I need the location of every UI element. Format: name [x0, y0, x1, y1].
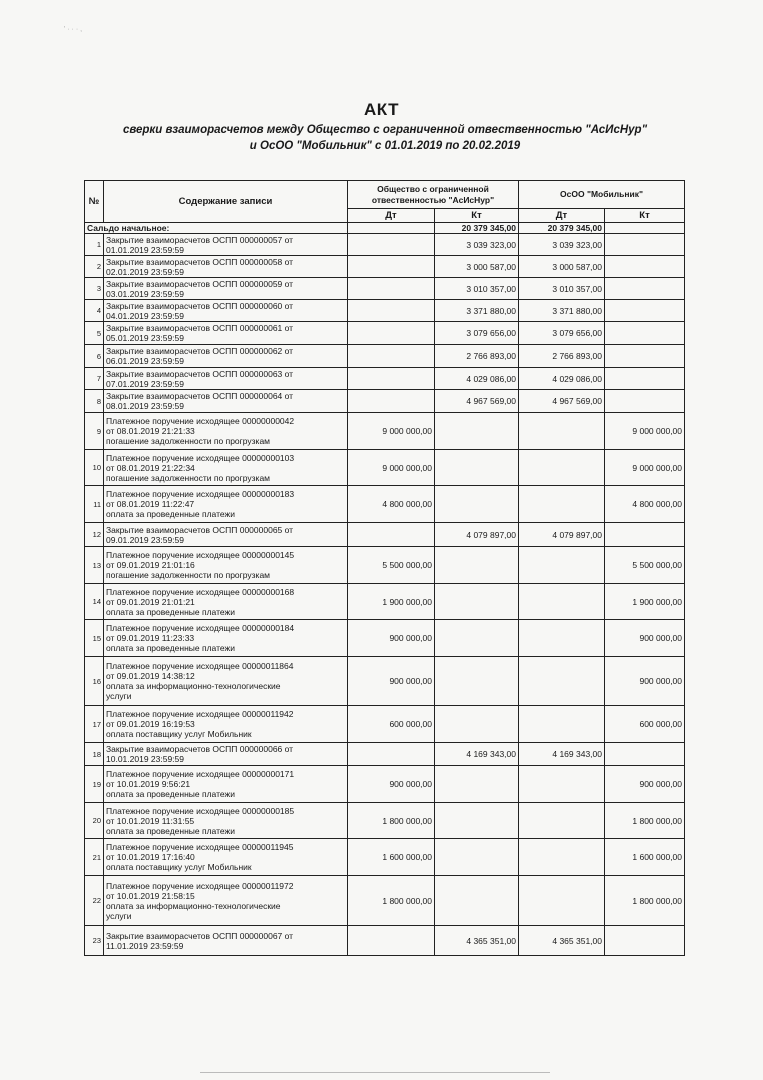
- row-number: 16: [85, 657, 104, 706]
- row-content: [104, 523, 348, 547]
- table-row: [85, 766, 685, 803]
- row-content-line: 05.01.2019 23:59:59: [106, 333, 184, 343]
- row-number: 23: [85, 926, 104, 956]
- row-content-line: 11.01.2019 23:59:59: [106, 940, 184, 951]
- row-party-1-debit: [348, 743, 435, 766]
- table-row: [85, 413, 685, 450]
- row-party-1-debit: 600 000,00: [348, 706, 435, 743]
- row-party-2-credit: [605, 300, 685, 322]
- table-row: [85, 876, 685, 926]
- row-party-1-credit: [435, 486, 519, 523]
- row-party-1-debit: 900 000,00: [348, 620, 435, 657]
- opening-party-1-debit: [348, 223, 435, 234]
- row-content-line: от 09.01.2019 21:01:16: [106, 560, 195, 570]
- row-party-2-credit: 900 000,00: [605, 620, 685, 657]
- row-content: [104, 486, 348, 523]
- table-row: [85, 390, 685, 413]
- row-party-1-credit: 4 967 569,00: [435, 390, 519, 413]
- table-row: [85, 926, 685, 956]
- row-party-1-debit: [348, 926, 435, 956]
- row-content-line: от 09.01.2019 16:19:53: [106, 719, 195, 729]
- row-content: [104, 657, 348, 706]
- row-content-line: оплата за проведенные платежи: [106, 789, 235, 799]
- row-content-line: 10.01.2019 23:59:59: [106, 754, 184, 764]
- row-party-2-credit: [605, 368, 685, 390]
- row-party-1-credit: [435, 413, 519, 450]
- header-party-2-debit: Дт: [519, 209, 605, 223]
- row-party-1-credit: 3 039 323,00: [435, 234, 519, 256]
- row-party-2-credit: 1 900 000,00: [605, 584, 685, 620]
- table-row: [85, 300, 685, 322]
- table-row: [85, 657, 685, 706]
- row-number: 4: [85, 300, 104, 322]
- header-party-1-credit: Кт: [435, 209, 519, 223]
- row-content-line: оплата за проведенные платежи: [106, 643, 235, 653]
- row-content-line: Закрытие взаиморасчетов ОСПП 000000058 от: [106, 256, 294, 267]
- row-party-2-debit: 4 079 897,00: [519, 523, 605, 547]
- row-content-line: Платежное поручение исходящее 00000000168: [106, 586, 295, 597]
- row-number: 22: [85, 876, 104, 926]
- row-number: 10: [85, 450, 104, 486]
- row-number: 17: [85, 706, 104, 743]
- row-party-2-credit: 1 800 000,00: [605, 876, 685, 926]
- row-party-1-debit: [348, 345, 435, 368]
- header-number: №: [85, 181, 104, 223]
- row-party-1-debit: 900 000,00: [348, 766, 435, 803]
- row-party-1-credit: [435, 766, 519, 803]
- row-content: [104, 620, 348, 657]
- row-content-line: 08.01.2019 23:59:59: [106, 401, 184, 411]
- row-party-2-credit: [605, 234, 685, 256]
- row-content: [104, 256, 348, 278]
- corner-mark: ' · · · ,: [64, 26, 83, 33]
- row-content-line: 01.01.2019 23:59:59: [106, 244, 184, 255]
- row-content: [104, 390, 348, 413]
- row-party-1-credit: 2 766 893,00: [435, 345, 519, 368]
- row-party-2-debit: 4 365 351,00: [519, 926, 605, 956]
- row-content-line: 02.01.2019 23:59:59: [106, 266, 184, 277]
- row-party-1-debit: [348, 234, 435, 256]
- row-party-1-credit: 4 365 351,00: [435, 926, 519, 956]
- row-content-line: от 08.01.2019 21:22:34: [106, 462, 195, 473]
- row-party-1-credit: [435, 803, 519, 839]
- row-content-line: 03.01.2019 23:59:59: [106, 288, 184, 299]
- row-party-2-debit: [519, 584, 605, 620]
- table-row: [85, 234, 685, 256]
- row-party-1-debit: [348, 256, 435, 278]
- row-number: 20: [85, 803, 104, 839]
- row-number: 6: [85, 345, 104, 368]
- row-party-2-credit: [605, 926, 685, 956]
- row-party-2-credit: [605, 345, 685, 368]
- row-party-2-debit: 4 169 343,00: [519, 743, 605, 766]
- row-party-1-debit: 9 000 000,00: [348, 413, 435, 450]
- row-content-line: погашение задолженности по прогрузкам: [106, 570, 271, 580]
- row-number: 14: [85, 584, 104, 620]
- table-row: [85, 345, 685, 368]
- row-party-1-debit: [348, 300, 435, 322]
- row-party-2-debit: [519, 486, 605, 523]
- row-content-line: Закрытие взаиморасчетов ОСПП 000000062 от: [106, 346, 294, 356]
- row-party-1-credit: 4 169 343,00: [435, 743, 519, 766]
- row-number: 15: [85, 620, 104, 657]
- row-content-line: от 09.01.2019 11:23:33: [106, 633, 195, 643]
- table-row: [85, 450, 685, 486]
- row-party-1-debit: [348, 368, 435, 390]
- row-content: [104, 584, 348, 620]
- table-row: [85, 584, 685, 620]
- table-row: [85, 256, 685, 278]
- row-content-line: Платежное поручение исходящее 00000000183: [106, 489, 295, 499]
- table-row: [85, 523, 685, 547]
- row-content-line: Платежное поручение исходящее 00000011972: [106, 880, 294, 891]
- row-content-line: Закрытие взаиморасчетов ОСПП 000000060 от: [106, 300, 294, 311]
- row-content-line: погашение задолженности по прогрузкам: [106, 472, 271, 483]
- row-party-1-credit: 3 371 880,00: [435, 300, 519, 322]
- row-content-line: Платежное поручение исходящее 00000011945: [106, 842, 294, 852]
- row-party-2-credit: 600 000,00: [605, 706, 685, 743]
- subtitle-line-1: сверки взаиморасчетов между Общество с ограниченной отвественностью "АсИсНур": [122, 124, 648, 136]
- header-party-2: ОсОО "Мобильник": [519, 181, 685, 209]
- row-number: 13: [85, 547, 104, 584]
- row-party-2-credit: 9 000 000,00: [605, 413, 685, 450]
- row-party-2-debit: 3 079 656,00: [519, 322, 605, 345]
- table-row: [85, 839, 685, 876]
- row-content-line: оплата за проведенные платежи: [106, 606, 235, 617]
- row-party-1-credit: 3 079 656,00: [435, 322, 519, 345]
- row-content-line: Платежное поручение исходящее 00000000171: [106, 769, 295, 779]
- row-party-2-credit: [605, 523, 685, 547]
- row-party-2-debit: [519, 766, 605, 803]
- row-number: 19: [85, 766, 104, 803]
- row-party-1-credit: [435, 584, 519, 620]
- row-content-line: от 09.01.2019 14:38:12: [106, 671, 195, 681]
- table-row: [85, 547, 685, 584]
- row-party-1-debit: [348, 390, 435, 413]
- row-content-line: оплата за проведенные платежи: [106, 509, 235, 519]
- row-party-2-debit: [519, 803, 605, 839]
- row-content: [104, 743, 348, 766]
- row-party-2-debit: [519, 657, 605, 706]
- row-party-2-credit: [605, 743, 685, 766]
- row-party-2-debit: 4 029 086,00: [519, 368, 605, 390]
- row-content-line: от 08.01.2019 11:22:47: [106, 499, 195, 509]
- row-content: [104, 926, 348, 956]
- page-bottom-edge: [200, 1072, 550, 1073]
- row-content-line: от 09.01.2019 21:01:21: [106, 596, 195, 607]
- row-party-2-debit: 4 967 569,00: [519, 390, 605, 413]
- row-party-2-credit: 5 500 000,00: [605, 547, 685, 584]
- table-row: [85, 368, 685, 390]
- header-content: Содержание записи: [104, 181, 348, 223]
- row-content-line: Закрытие взаиморасчетов ОСПП 000000067 от: [106, 930, 294, 941]
- row-content-line: 04.01.2019 23:59:59: [106, 310, 184, 321]
- row-content-line: Платежное поручение исходящее 00000000145: [106, 550, 295, 560]
- row-content: [104, 322, 348, 345]
- table-row: [85, 743, 685, 766]
- row-content-line: 06.01.2019 23:59:59: [106, 356, 184, 366]
- row-number: 2: [85, 256, 104, 278]
- row-content-line: оплата поставщику услуг Мобильник: [106, 729, 252, 739]
- row-content-line: от 10.01.2019 11:31:55: [106, 815, 195, 826]
- row-content-line: Платежное поручение исходящее 00000000103: [106, 452, 295, 463]
- row-party-2-debit: [519, 547, 605, 584]
- row-content-line: Платежное поручение исходящее 00000011864: [106, 661, 294, 671]
- row-content: [104, 803, 348, 839]
- row-party-2-credit: [605, 278, 685, 300]
- table-row: [85, 706, 685, 743]
- row-party-1-credit: 3 010 357,00: [435, 278, 519, 300]
- row-content-line: Закрытие взаиморасчетов ОСПП 000000063 от: [106, 368, 294, 379]
- row-party-1-debit: [348, 322, 435, 345]
- row-party-2-debit: [519, 839, 605, 876]
- row-party-1-debit: [348, 278, 435, 300]
- row-content-line: Платежное поручение исходящее 00000000042: [106, 416, 295, 426]
- document-title: АКТ: [364, 100, 399, 119]
- row-party-2-debit: 3 371 880,00: [519, 300, 605, 322]
- row-content-line: от 10.01.2019 17:16:40: [106, 852, 195, 862]
- row-party-2-credit: [605, 390, 685, 413]
- row-party-1-credit: [435, 450, 519, 486]
- row-content: [104, 450, 348, 486]
- row-party-1-debit: 1 800 000,00: [348, 803, 435, 839]
- row-content-line: Платежное поручение исходящее 00000000184: [106, 623, 295, 633]
- row-party-1-debit: 5 500 000,00: [348, 547, 435, 584]
- row-content-line: Закрытие взаиморасчетов ОСПП 000000061 от: [106, 323, 294, 333]
- row-content: [104, 839, 348, 876]
- row-content: [104, 278, 348, 300]
- table-row: [85, 803, 685, 839]
- row-content-line: Закрытие взаиморасчетов ОСПП 000000065 от: [106, 524, 294, 535]
- row-content: [104, 706, 348, 743]
- row-content-line: Закрытие взаиморасчетов ОСПП 000000064 от: [106, 391, 294, 401]
- row-content-line: оплата за информационно-технологические: [106, 900, 281, 911]
- table-row: [85, 620, 685, 657]
- row-party-1-credit: [435, 657, 519, 706]
- row-content-line: Закрытие взаиморасчетов ОСПП 000000057 от: [106, 234, 294, 245]
- row-party-2-debit: [519, 620, 605, 657]
- row-content-line: услуги: [106, 910, 132, 921]
- row-number: 12: [85, 523, 104, 547]
- opening-party-2-debit: 20 379 345,00: [519, 223, 605, 234]
- row-content-line: Закрытие взаиморасчетов ОСПП 000000059 от: [106, 278, 294, 289]
- opening-balance-row: [85, 223, 685, 234]
- row-party-2-credit: [605, 256, 685, 278]
- row-number: 9: [85, 413, 104, 450]
- row-party-2-debit: [519, 706, 605, 743]
- row-party-1-credit: [435, 620, 519, 657]
- row-party-2-debit: 3 000 587,00: [519, 256, 605, 278]
- row-content-line: от 08.01.2019 21:21:33: [106, 426, 195, 436]
- row-party-1-debit: 1 900 000,00: [348, 584, 435, 620]
- row-party-1-debit: 4 800 000,00: [348, 486, 435, 523]
- row-party-2-debit: 3 039 323,00: [519, 234, 605, 256]
- opening-balance-label: Сальдо начальное:: [85, 223, 348, 234]
- row-content-line: погашение задолженности по прогрузкам: [106, 436, 271, 446]
- row-content-line: оплата за проведенные платежи: [106, 825, 235, 836]
- row-number: 7: [85, 368, 104, 390]
- row-content: [104, 345, 348, 368]
- row-party-2-credit: 1 600 000,00: [605, 839, 685, 876]
- document-subtitle: [40, 122, 730, 154]
- row-content: [104, 876, 348, 926]
- row-party-1-credit: 4 029 086,00: [435, 368, 519, 390]
- row-party-2-credit: 900 000,00: [605, 766, 685, 803]
- row-content-line: 07.01.2019 23:59:59: [106, 378, 184, 389]
- row-party-2-credit: 9 000 000,00: [605, 450, 685, 486]
- row-content-line: оплата за информационно-технологические: [106, 681, 281, 691]
- row-party-1-credit: [435, 547, 519, 584]
- row-content: [104, 300, 348, 322]
- row-party-2-credit: 900 000,00: [605, 657, 685, 706]
- row-content-line: от 10.01.2019 9:56:21: [106, 779, 191, 789]
- row-party-1-debit: 9 000 000,00: [348, 450, 435, 486]
- row-number: 11: [85, 486, 104, 523]
- row-number: 1: [85, 234, 104, 256]
- row-party-1-debit: 900 000,00: [348, 657, 435, 706]
- table-row: [85, 278, 685, 300]
- row-content-line: Платежное поручение исходящее 00000011942: [106, 709, 294, 719]
- row-content: [104, 547, 348, 584]
- opening-party-2-credit: [605, 223, 685, 234]
- row-party-2-debit: 2 766 893,00: [519, 345, 605, 368]
- row-party-2-credit: 1 800 000,00: [605, 803, 685, 839]
- reconciliation-table: [84, 180, 685, 956]
- row-party-2-debit: 3 010 357,00: [519, 278, 605, 300]
- row-number: 18: [85, 743, 104, 766]
- row-content: [104, 413, 348, 450]
- row-content-line: от 10.01.2019 21:58:15: [106, 890, 195, 901]
- row-content: [104, 368, 348, 390]
- row-party-1-credit: [435, 876, 519, 926]
- row-content: [104, 766, 348, 803]
- row-party-2-credit: [605, 322, 685, 345]
- row-party-1-debit: 1 800 000,00: [348, 876, 435, 926]
- row-content-line: услуги: [106, 691, 132, 701]
- row-number: 5: [85, 322, 104, 345]
- table-row: [85, 486, 685, 523]
- header-party-2-credit: Кт: [605, 209, 685, 223]
- row-content: [104, 234, 348, 256]
- row-party-1-credit: 3 000 587,00: [435, 256, 519, 278]
- subtitle-line-2: и ОсОО "Мобильник" с 01.01.2019 по 20.02.2019: [249, 140, 521, 152]
- row-content-line: 09.01.2019 23:59:59: [106, 534, 184, 545]
- row-party-1-debit: 1 600 000,00: [348, 839, 435, 876]
- row-content-line: Закрытие взаиморасчетов ОСПП 000000066 от: [106, 744, 294, 754]
- row-party-2-debit: [519, 450, 605, 486]
- row-party-1-debit: [348, 523, 435, 547]
- row-party-2-credit: 4 800 000,00: [605, 486, 685, 523]
- row-number: 21: [85, 839, 104, 876]
- header-party-1-debit: Дт: [348, 209, 435, 223]
- row-party-1-credit: 4 079 897,00: [435, 523, 519, 547]
- row-party-1-credit: [435, 839, 519, 876]
- row-party-2-debit: [519, 876, 605, 926]
- header-party-1: Общество с ограниченной отвественностью "АсИсНур": [348, 181, 519, 209]
- row-number: 3: [85, 278, 104, 300]
- row-content-line: Платежное поручение исходящее 00000000185: [106, 805, 295, 816]
- table-row: [85, 322, 685, 345]
- row-party-1-credit: [435, 706, 519, 743]
- row-content-line: оплата поставщику услуг Мобильник: [106, 862, 252, 872]
- opening-party-1-credit: 20 379 345,00: [435, 223, 519, 234]
- row-party-2-debit: [519, 413, 605, 450]
- row-number: 8: [85, 390, 104, 413]
